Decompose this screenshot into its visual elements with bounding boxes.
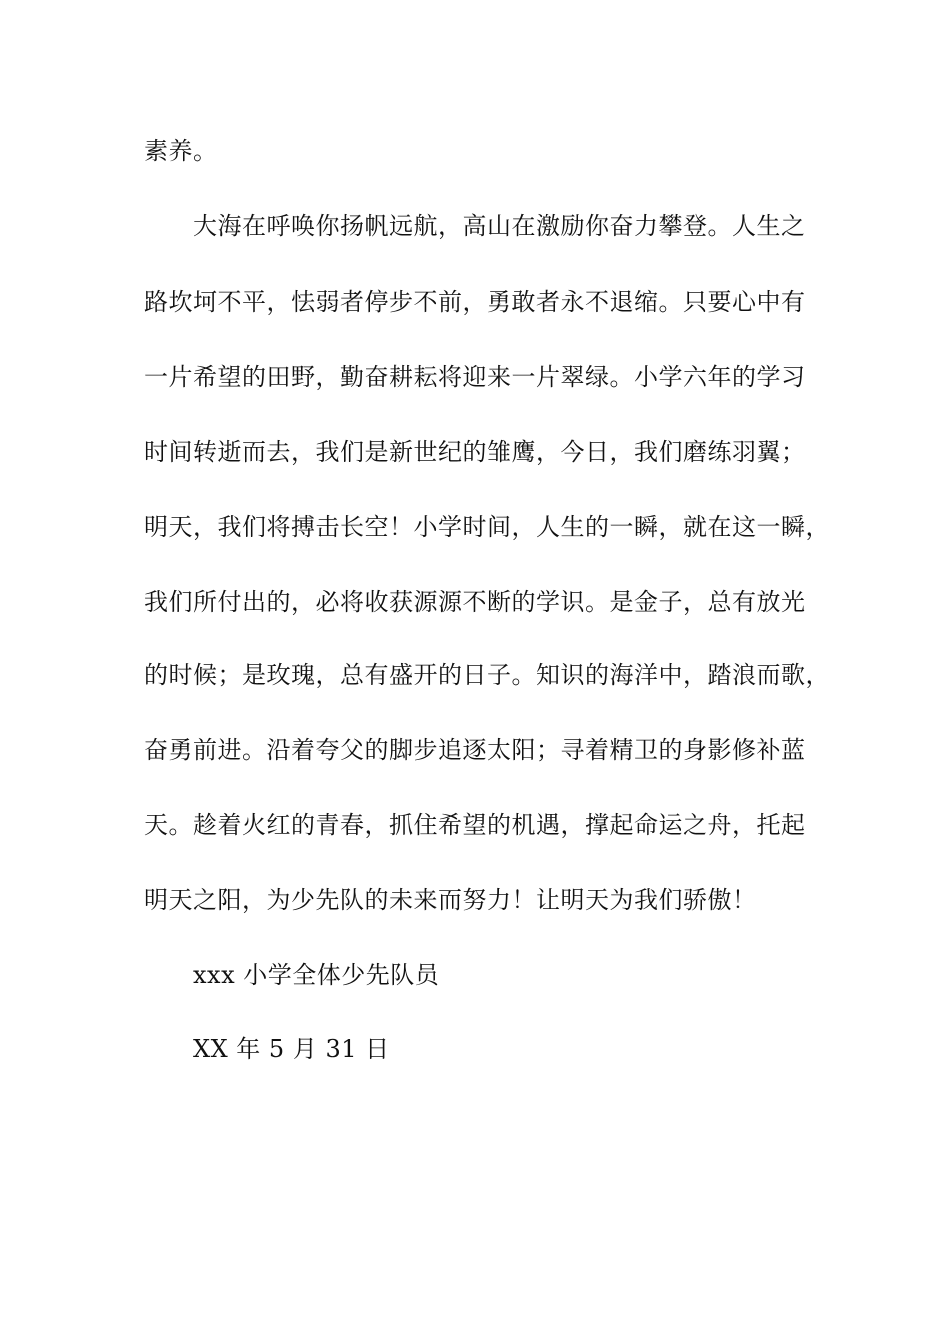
- paragraph-line-11: 明天之阳，为少先队的未来而努力！让明天为我们骄傲！: [144, 886, 757, 914]
- paragraph-line-9: 奋勇前进。沿着夸父的脚步追逐太阳；寻着精卫的身影修补蓝: [144, 736, 806, 764]
- paragraph-line-10: 天。趁着火红的青春，抓住希望的机遇，撑起命运之舟，托起: [144, 811, 806, 839]
- paragraph-line-7: 我们所付出的，必将收获源源不断的学识。是金子，总有放光: [144, 588, 806, 616]
- paragraph-line-5: 时间转逝而去，我们是新世纪的雏鹰，今日，我们磨练羽翼；: [144, 438, 806, 466]
- paragraph-line-3: 路坎坷不平，怯弱者停步不前，勇敢者永不退缩。只要心中有: [144, 288, 806, 316]
- paragraph-line-2: 大海在呼唤你扬帆远航，高山在激励你奋力攀登。人生之: [193, 212, 806, 240]
- paragraph-line-1: 素养。: [144, 137, 218, 165]
- date-line: XX 年 5 月 31 日: [193, 1035, 390, 1063]
- paragraph-line-6: 明天，我们将搏击长空！小学时间，人生的一瞬，就在这一瞬，: [144, 513, 830, 541]
- signature-line: xxx 小学全体少先队员: [193, 961, 440, 989]
- paragraph-line-4: 一片希望的田野，勤奋耕耘将迎来一片翠绿。小学六年的学习: [144, 363, 806, 391]
- paragraph-line-8: 的时候；是玫瑰，总有盛开的日子。知识的海洋中，踏浪而歌，: [144, 661, 830, 689]
